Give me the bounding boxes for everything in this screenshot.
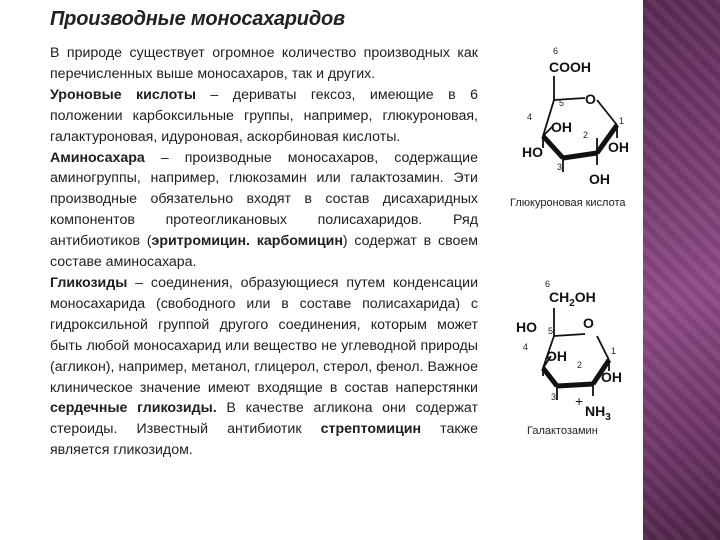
glucuronic-ho-left: HO [522, 144, 543, 160]
galactosamine-nh: NH [585, 403, 606, 419]
paragraph-aminosugar [50, 148, 478, 273]
glucuronic-num-1: 1 [619, 116, 625, 126]
galactosamine-oh-right: OH [601, 369, 622, 385]
term-cardiac-glycosides: сердечные гликозиды. [50, 400, 217, 417]
galactosamine-ho-top: HO [516, 319, 537, 335]
page-title: Производные моносахаридов [50, 8, 345, 30]
glucuronic-num-5: 5 [559, 98, 565, 108]
term-glycosides: Гликозиды [50, 274, 128, 291]
term-uronic: Уроновые кислоты [50, 86, 196, 103]
galactosamine-caption: Галактозамин [527, 425, 598, 437]
galactosamine-ch2oh [549, 289, 596, 309]
glycosides-text-1: – соединения, образующиеся путем конденсации моносахарида (свободного или в составе полисахарида) с гидроксильной группой другого соединения, которым может быть любой моносахарид или вещество не углеводной природы (агликон), например, метанол, глицерол, стерол, фенол. Важное клиническое значение имеют входящие в состав наперстянки [50, 274, 478, 396]
glucuronic-cooh: COOH [549, 59, 591, 75]
body-text [50, 43, 478, 461]
term-antibiotics: эритромицин. карбомицин [151, 233, 343, 250]
galactosamine-num-4: 4 [523, 342, 529, 352]
galactosamine-nh3 [585, 403, 611, 423]
galactosamine-ring-o: O [583, 315, 594, 331]
galactosamine-num-6: 6 [545, 279, 551, 289]
glycosides-text-2: В качестве агликона они содержат стероиды. Известный антибиотик [50, 400, 478, 438]
galactosamine-num-5: 5 [548, 326, 554, 336]
glucuronic-num-2: 2 [583, 130, 589, 140]
term-aminosugar: Аминосахара [50, 149, 145, 166]
galactosamine-diagram [505, 276, 645, 451]
glucuronic-acid-structure [505, 40, 645, 215]
galactosamine-num-3: 3 [551, 392, 557, 402]
glucuronic-num-3: 3 [557, 162, 563, 172]
glycosides-text-3: также является гликозидом. [50, 421, 479, 459]
galactosamine-ch-sub: 2 [569, 298, 575, 309]
galactosamine-ch: CH [549, 289, 570, 305]
glucuronic-ring-o: O [585, 91, 596, 107]
galactosamine-structure [505, 276, 645, 446]
aminosugar-text-2: ) содержат в своем составе аминосахара. [50, 233, 478, 271]
term-streptomycin: стрептомицин [320, 421, 422, 438]
paragraph-intro [50, 43, 478, 85]
glucuronic-oh-2: OH [551, 119, 572, 135]
galactosamine-nh-sub: 3 [605, 412, 611, 423]
galactosamine-num-2: 2 [577, 360, 583, 370]
glucuronic-oh-right: OH [608, 139, 629, 155]
paragraph-uronic [50, 85, 478, 148]
galactosamine-num-1: 1 [611, 346, 617, 356]
galactosamine-oh-2: OH [546, 348, 567, 364]
galactosamine-oh6: OH [574, 289, 596, 305]
aminosugar-text-1: – производные моносахаров, содержащие аминогруппы, например, глюкозамин или галактозамин. Эти производные обязательно входят в состав дисахаридных компонентов протеогликановых полисахаридов. Ряд антибиотиков ( [50, 149, 478, 250]
uronic-text: – дериваты гексоз, имеющие в 6 положении карбоксильные группы, например, глюкуроновая, галактуроновая, идуроновая, аскорбиновая кислоты. [50, 86, 478, 145]
glucuronic-oh-bottom: OH [589, 171, 610, 187]
intro-text: В природе существует огромное количество производных как перечисленных выше моносахаров, так и других. [50, 45, 478, 82]
decorative-side-band [643, 0, 720, 540]
glucuronic-caption: Глюкуроновая кислота [510, 197, 626, 209]
glucuronic-acid-diagram [505, 40, 645, 220]
galactosamine-plus: + [575, 393, 584, 409]
glucuronic-num-4: 4 [527, 112, 533, 122]
glucuronic-num-6: 6 [553, 46, 559, 56]
paragraph-glycosides [50, 273, 478, 461]
